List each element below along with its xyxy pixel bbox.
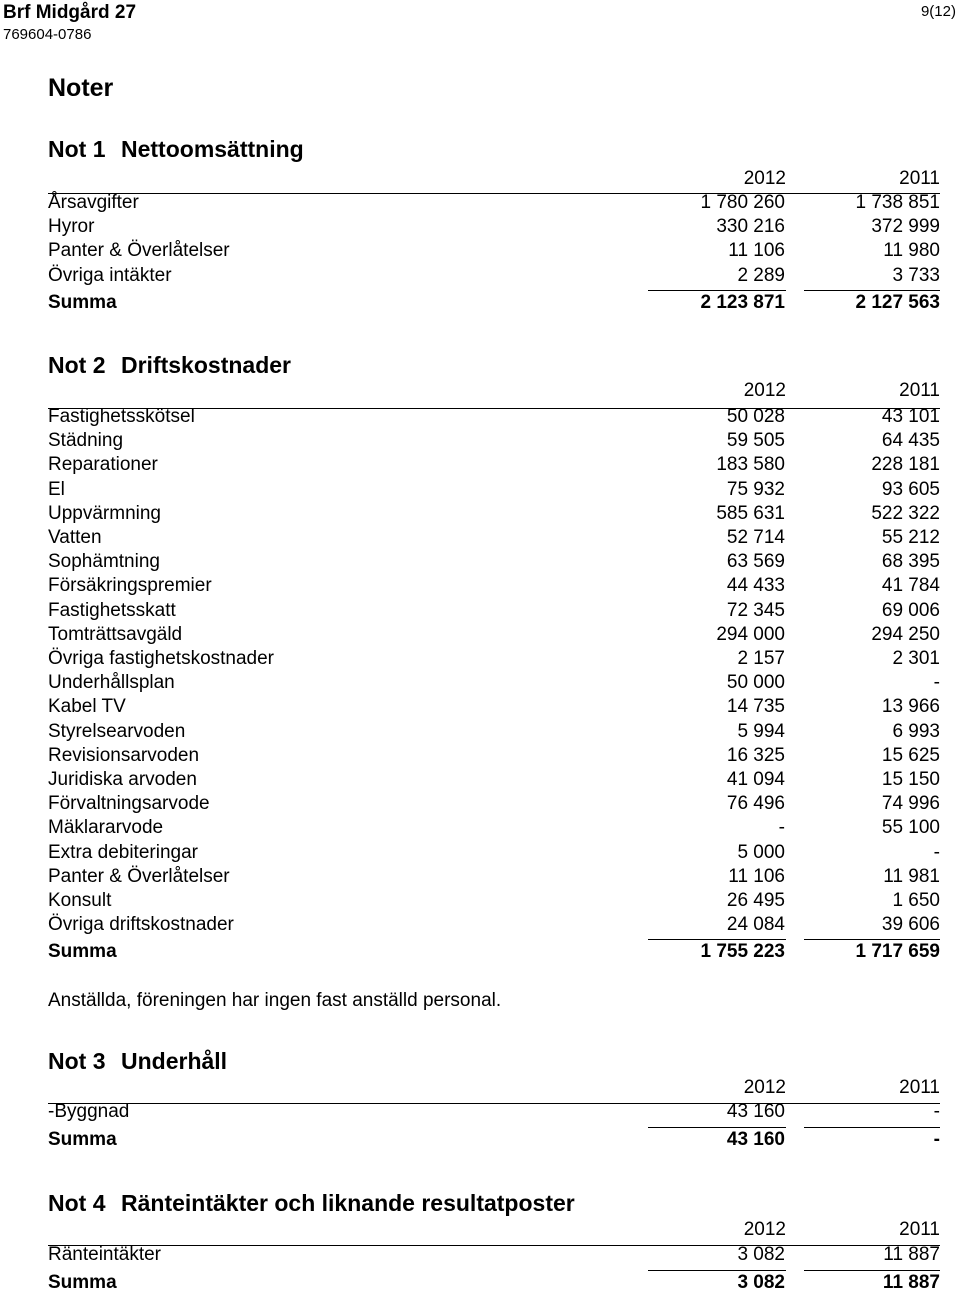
sum-rule: [804, 1127, 940, 1128]
value-2012: 75 932: [726, 478, 785, 500]
table-row: [0, 793, 960, 817]
value-2011: 3 733: [892, 264, 940, 286]
table-row: [0, 600, 960, 624]
page-number: 9(12): [920, 3, 956, 20]
table-row: [0, 503, 960, 527]
table-row: [0, 406, 960, 430]
table-row: [0, 240, 960, 264]
note-title: [48, 352, 291, 379]
value-2011: 294 250: [871, 623, 940, 645]
value-2012: 11 106: [728, 865, 785, 887]
sum-2012: 1 755 223: [700, 941, 785, 962]
row-label: Vatten: [48, 527, 102, 548]
year-header-2012: 2012: [743, 380, 786, 401]
sum-label: Summa: [48, 941, 117, 962]
value-2011: 6 993: [892, 720, 940, 742]
value-2012: 2 289: [737, 264, 785, 286]
table-row: [0, 454, 960, 478]
sum-rule: [804, 1270, 940, 1271]
sum-2012: 3 082: [737, 1272, 785, 1293]
value-2011: 68 395: [881, 551, 940, 573]
row-label: Extra debiteringar: [48, 841, 198, 863]
table-row: [0, 890, 960, 914]
note-title-text: Ränteintäkter och liknande resultatposter: [121, 1190, 575, 1216]
sum-row: [0, 1272, 960, 1296]
value-2011: 69 006: [881, 599, 940, 621]
row-label: Konsult: [48, 890, 112, 911]
value-2011: 2 301: [892, 648, 940, 669]
row-label: Sophämtning: [48, 551, 160, 573]
value-2011: 55 100: [881, 817, 940, 839]
row-label: -Byggnad: [48, 1101, 130, 1122]
sum-rule: [648, 1127, 786, 1128]
sum-row: [0, 1129, 960, 1153]
row-label: Panter & Överlåtelser: [48, 865, 230, 887]
note-title-text: Driftskostnader: [121, 352, 291, 378]
table-row: [0, 842, 960, 866]
value-2012: 26 495: [726, 890, 785, 911]
value-2011: -: [933, 841, 940, 863]
value-2011: 372 999: [871, 216, 940, 238]
note-title-text: Nettoomsättning: [121, 136, 304, 162]
year-header-2012: 2012: [743, 1077, 786, 1098]
note-title: [48, 1190, 575, 1217]
sum-row: [0, 941, 960, 965]
row-label: Fastighetsskatt: [48, 599, 176, 621]
value-2011: 522 322: [871, 502, 940, 524]
value-2012: 59 505: [726, 430, 785, 452]
org-number: 769604-0786: [3, 26, 92, 43]
table-row: [0, 648, 960, 672]
value-2012: 330 216: [716, 216, 785, 238]
note-title-text: Underhåll: [121, 1048, 228, 1074]
sum-2012: 43 160: [726, 1129, 785, 1150]
note-title: [48, 136, 304, 163]
value-2011: 13 966: [881, 696, 940, 718]
row-label: Förvaltningsarvode: [48, 793, 210, 815]
sum-rule: [648, 290, 786, 291]
value-2011: 11 887: [883, 1244, 940, 1265]
sum-label: Summa: [48, 292, 117, 313]
value-2012: 72 345: [726, 599, 785, 621]
table-row: [0, 575, 960, 599]
table-row: [0, 624, 960, 648]
table-row: [0, 721, 960, 745]
row-label: Reparationer: [48, 454, 158, 476]
value-2011: 11 981: [883, 865, 940, 887]
row-label: Tomträttsavgäld: [48, 623, 183, 645]
value-2012: 43 160: [726, 1101, 785, 1122]
row-label: Övriga driftskostnader: [48, 914, 234, 936]
table-row: [0, 479, 960, 503]
row-label: Mäklararvode: [48, 817, 164, 839]
table-row: [0, 866, 960, 890]
year-header-2011: 2011: [899, 168, 940, 189]
value-2011: 228 181: [871, 454, 940, 476]
sum-label: Summa: [48, 1272, 117, 1293]
row-label: Underhållsplan: [48, 672, 175, 694]
row-label: Ränteintäkter: [48, 1244, 162, 1265]
page-heading: Noter: [48, 74, 114, 102]
table-row: [0, 745, 960, 769]
value-2012: 3 082: [737, 1244, 785, 1265]
row-label: Städning: [48, 430, 124, 452]
value-2012: 50 000: [726, 672, 785, 694]
year-header-2011: 2011: [899, 380, 940, 401]
value-2011: 64 435: [881, 430, 940, 452]
value-2011: 55 212: [881, 527, 940, 548]
value-2011: 43 101: [881, 406, 940, 427]
value-2012: 63 569: [726, 551, 785, 573]
value-2011: -: [933, 1101, 940, 1122]
value-2012: 41 094: [726, 769, 785, 790]
value-2011: 15 625: [881, 744, 940, 766]
table-row: [0, 265, 960, 289]
value-2011: 15 150: [881, 769, 940, 790]
value-2011: 1 738 851: [855, 192, 940, 213]
note-number: Not 3: [48, 1048, 106, 1074]
value-2012: 585 631: [716, 502, 785, 524]
table-row: [0, 696, 960, 720]
row-label: Uppvärmning: [48, 502, 161, 524]
table-row: [0, 527, 960, 551]
value-2012: 52 714: [726, 527, 785, 548]
value-2011: 1 650: [892, 890, 940, 911]
sum-2011: 11 887: [882, 1272, 940, 1293]
table-row: [0, 1244, 960, 1268]
row-label: Styrelsearvoden: [48, 720, 186, 742]
table-row: [0, 914, 960, 938]
value-2012: 183 580: [716, 454, 785, 476]
value-2012: 2 157: [737, 648, 785, 669]
sum-rule: [648, 1270, 786, 1271]
table-row: [0, 192, 960, 216]
sum-2012: 2 123 871: [700, 292, 785, 313]
row-label: Årsavgifter: [48, 192, 139, 213]
value-2011: -: [933, 672, 940, 694]
value-2012: 44 433: [726, 575, 785, 597]
table-row: [0, 551, 960, 575]
table-row: [0, 1101, 960, 1125]
value-2012: 16 325: [726, 744, 785, 766]
year-header-2012: 2012: [743, 168, 786, 189]
row-label: Försäkringspremier: [48, 575, 212, 597]
value-2011: 74 996: [881, 793, 940, 815]
value-2012: 14 735: [726, 696, 785, 718]
row-label: Övriga fastighetskostnader: [48, 648, 275, 669]
sum-2011: 2 127 563: [855, 292, 940, 313]
value-2012: 24 084: [726, 914, 785, 936]
value-2011: 41 784: [881, 575, 940, 597]
sum-row: [0, 292, 960, 316]
value-2012: 11 106: [728, 240, 785, 262]
value-2012: 50 028: [726, 406, 785, 427]
row-label: El: [48, 478, 65, 500]
value-2012: 76 496: [726, 793, 785, 815]
sum-2011: -: [933, 1129, 940, 1150]
value-2011: 39 606: [881, 914, 940, 936]
value-2012: 1 780 260: [700, 192, 785, 213]
row-label: Revisionsarvoden: [48, 744, 200, 766]
sum-rule: [648, 939, 786, 940]
value-2011: 11 980: [883, 240, 940, 262]
row-label: Fastighetsskötsel: [48, 406, 195, 427]
row-label: Övriga intäkter: [48, 264, 172, 286]
staff-remark: Anställda, föreningen har ingen fast anställd personal.: [48, 990, 502, 1011]
row-label: Juridiska arvoden: [48, 769, 197, 790]
year-header-2011: 2011: [899, 1077, 940, 1098]
value-2012: 5 994: [737, 720, 785, 742]
table-row: [0, 817, 960, 841]
value-2011: 93 605: [881, 478, 940, 500]
sum-label: Summa: [48, 1129, 117, 1150]
note-number: Not 4: [48, 1190, 106, 1216]
header-title: Brf Midgård 27: [3, 2, 137, 23]
table-row: [0, 769, 960, 793]
note-number: Not 1: [48, 136, 106, 162]
table-row: [0, 216, 960, 240]
row-label: Panter & Överlåtelser: [48, 240, 230, 262]
row-label: Hyror: [48, 216, 95, 238]
note-title: [48, 1048, 227, 1075]
table-row: [0, 430, 960, 454]
note-number: Not 2: [48, 352, 106, 378]
row-label: Kabel TV: [48, 696, 126, 718]
table-row: [0, 672, 960, 696]
year-header-2011: 2011: [899, 1219, 940, 1240]
sum-2011: 1 717 659: [855, 941, 940, 962]
value-2012: -: [778, 817, 785, 839]
value-2012: 5 000: [737, 841, 785, 863]
year-header-2012: 2012: [743, 1219, 786, 1240]
value-2012: 294 000: [716, 623, 785, 645]
sum-rule: [804, 290, 940, 291]
sum-rule: [804, 939, 940, 940]
